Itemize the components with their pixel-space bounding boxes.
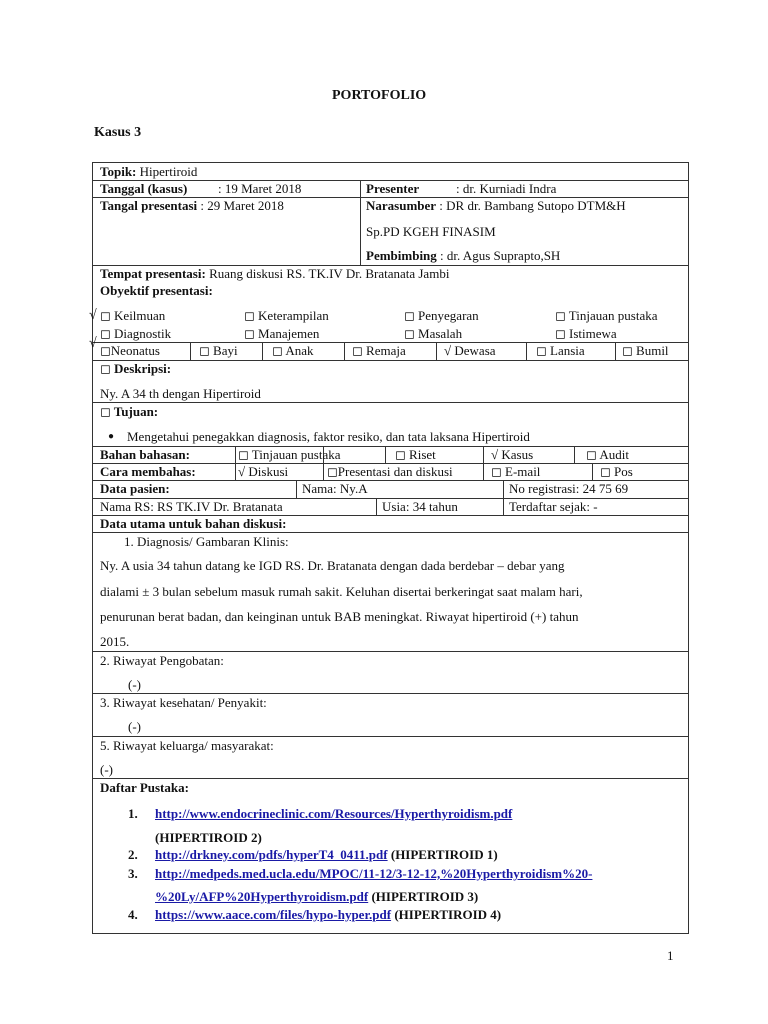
riwayat-pengobatan-value: (-) [128, 677, 141, 692]
obyektif-option: ◻ Penyegaran [404, 308, 479, 323]
topik-row [100, 164, 197, 180]
obyektif-option: ◻ Bayi [199, 343, 238, 358]
patient-name: Nama: Ny.A [302, 481, 368, 496]
tempat-value: Ruang diskusi RS. TK.IV Dr. Bratanata Jambi [205, 266, 450, 281]
pembimbing-value: : dr. Agus Suprapto,SH [440, 248, 561, 263]
tanggal-kasus-value: : 19 Maret 2018 [218, 181, 302, 196]
obyektif-option: ◻ Diagnostik [100, 326, 172, 341]
obyektif-option: √ Dewasa [444, 343, 496, 358]
riwayat-keluarga-label: 5. Riwayat keluarga/ masyarakat: [100, 738, 274, 753]
bahan-option: ◻ Tinjauan pustaka [238, 447, 341, 462]
reference-item [155, 847, 498, 863]
clinical-paragraph-line: Ny. A usia 34 tahun datang ke IGD RS. Dr. Bratanata dengan dada berdebar – debar yang [100, 558, 565, 573]
tujuan-label: ◻ Tujuan: [100, 404, 159, 419]
reference-link[interactable]: http://www.endocrineclinic.com/Resources/Hyperthyroidism.pdf [155, 806, 513, 821]
reference-number: 4. [128, 907, 138, 922]
hospital-name: Nama RS: RS TK.IV Dr. Bratanata [100, 499, 283, 514]
riwayat-pengobatan-label: 2. Riwayat Pengobatan: [100, 653, 224, 668]
patient-age: Usia: 34 tahun [382, 499, 458, 514]
data-pasien-label: Data pasien: [100, 481, 170, 496]
registration-number: No registrasi: 24 75 69 [509, 481, 629, 496]
obyektif-option: ◻ Remaja [352, 343, 406, 358]
tujuan-bullet-icon: ● [108, 431, 115, 442]
cara-option: √ Diskusi [238, 464, 289, 479]
reference-note: (HIPERTIROID 2) [155, 830, 262, 845]
reference-link[interactable]: http://medpeds.med.ucla.edu/MPOC/11-12/3-12-12,%20Hyperthyroidism%20- [155, 866, 593, 881]
riwayat-kesehatan-label: 3. Riwayat kesehatan/ Penyakit: [100, 695, 267, 710]
reference-note: (HIPERTIROID 4) [391, 907, 502, 922]
case-label: Kasus 3 [94, 125, 142, 140]
obyektif-option: ◻ Anak [272, 343, 314, 358]
cara-label: Cara membahas: [100, 464, 196, 479]
reference-note: (HIPERTIROID 1) [387, 847, 498, 862]
tanggal-kasus-label: Tanggal (kasus) [100, 181, 188, 196]
pembimbing-row [366, 248, 560, 264]
tanggal-presentasi-row [100, 198, 284, 214]
narasumber-label: Narasumber [366, 198, 437, 213]
obyektif-option: ◻ Bumil [622, 343, 669, 358]
obyektif-option: ◻ Manajemen [244, 326, 320, 341]
deskripsi-label: ◻ Deskripsi: [100, 361, 172, 376]
page-number: 1 [667, 948, 674, 963]
bahan-option: ◻ Audit [586, 447, 629, 462]
cara-option: ◻Presentasi dan diskusi [327, 464, 453, 479]
reference-link[interactable]: http://drkney.com/pdfs/hyperT4_0411.pdf [155, 847, 388, 862]
presenter-label: Presenter [366, 181, 420, 196]
clinical-paragraph-line: penurunan berat badan, dan keinginan untuk BAB meningkat. Riwayat hipertiroid (+) tahun [100, 609, 579, 624]
tanggal-presentasi-value: : 29 Maret 2018 [200, 198, 284, 213]
data-utama-label: Data utama untuk bahan diskusi: [100, 516, 287, 531]
deskripsi-value: Ny. A 34 th dengan Hipertiroid [100, 386, 261, 401]
cara-option: ◻ E-mail [491, 464, 541, 479]
cara-option: ◻ Pos [600, 464, 633, 479]
bahan-label: Bahan bahasan: [100, 447, 190, 462]
page-title: PORTOFOLIO [332, 88, 427, 103]
riwayat-kesehatan-value: (-) [128, 719, 141, 734]
reference-number: 1. [128, 806, 138, 821]
reference-note: (HIPERTIROID 3) [368, 889, 479, 904]
obyektif-option: ◻Neonatus [100, 343, 160, 358]
narasumber-value: : DR dr. Bambang Sutopo DTM&H [439, 198, 626, 213]
diagnosis-heading: 1. Diagnosis/ Gambaran Klinis: [124, 534, 289, 549]
tempat-label: Tempat presentasi: [100, 266, 206, 281]
registered-since: Terdaftar sejak: - [509, 499, 598, 514]
reference-number: 3. [128, 866, 138, 881]
riwayat-keluarga-value: (-) [100, 762, 113, 777]
narasumber-value2: Sp.PD KGEH FINASIM [366, 224, 496, 239]
obyektif-option: ◻ Lansia [536, 343, 585, 358]
obyektif-check-1: √ [89, 308, 97, 323]
tanggal-presentasi-label: Tangal presentasi [100, 198, 198, 213]
reference-link-continued[interactable]: %20Ly/AFP%20Hyperthyroidism.pdf [155, 889, 369, 904]
pembimbing-label: Pembimbing [366, 248, 437, 263]
obyektif-option: ◻ Masalah [404, 326, 463, 341]
reference-number: 2. [128, 847, 138, 862]
obyektif-option: ◻ Keterampilan [244, 308, 329, 323]
bahan-option: ◻ Riset [395, 447, 436, 462]
presenter-value: : dr. Kurniadi Indra [456, 181, 557, 196]
clinical-paragraph-line: 2015. [100, 634, 130, 649]
narasumber-row [366, 198, 626, 214]
reference-item [155, 889, 478, 905]
reference-item [155, 907, 501, 923]
tempat-row [100, 266, 449, 282]
daftar-pustaka-label: Daftar Pustaka: [100, 780, 189, 795]
reference-link[interactable]: https://www.aace.com/files/hypo-hyper.pdf [155, 907, 392, 922]
obyektif-label: Obyektif presentasi: [100, 283, 213, 298]
clinical-paragraph-line: dialami ± 3 bulan sebelum masuk rumah sakit. Keluhan disertai berkeringat saat malam hari, [100, 584, 583, 599]
obyektif-option: ◻ Keilmuan [100, 308, 166, 323]
obyektif-option: ◻ Istimewa [555, 326, 617, 341]
tujuan-item: Mengetahui penegakkan diagnosis, faktor resiko, dan tata laksana Hipertiroid [127, 429, 530, 444]
bahan-option: √ Kasus [491, 447, 534, 462]
obyektif-check-2: √ [89, 336, 97, 351]
obyektif-option: ◻ Tinjauan pustaka [555, 308, 658, 323]
topik-value: Hipertiroid [136, 164, 198, 179]
topik-label: Topik: [100, 164, 137, 179]
